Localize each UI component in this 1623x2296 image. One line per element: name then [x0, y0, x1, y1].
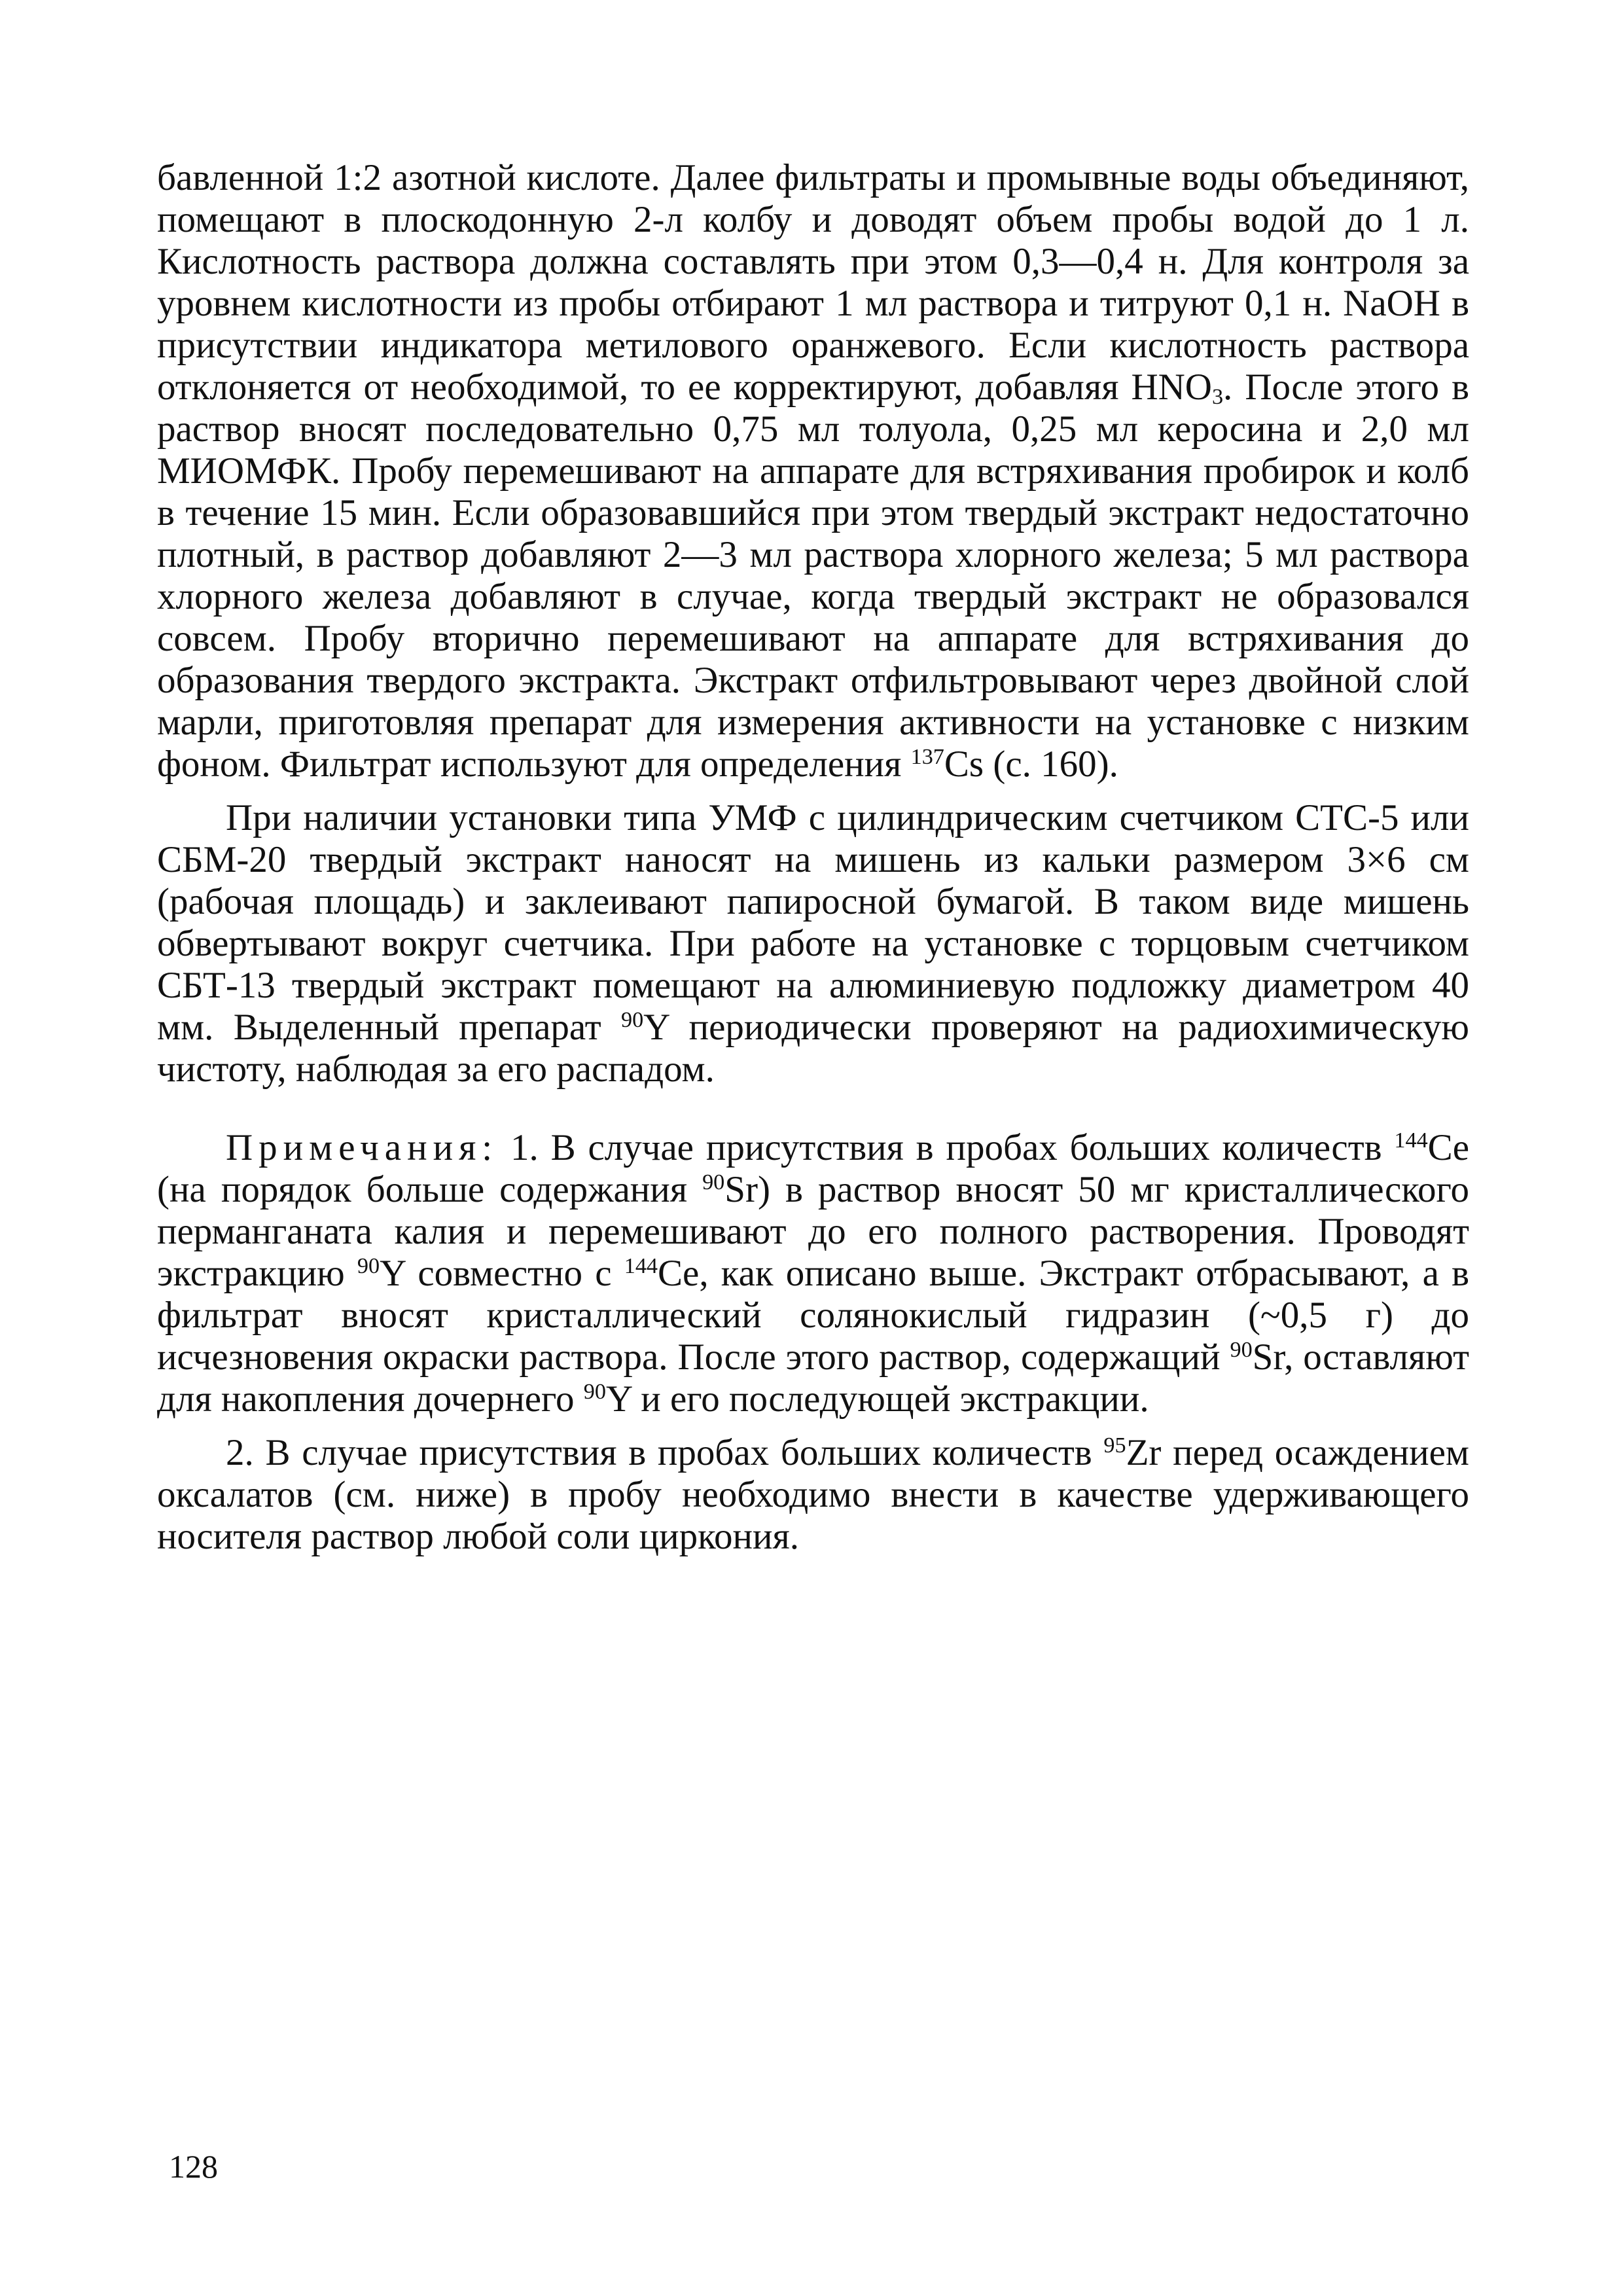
p3-text-3: Sr) в раствор вносят 50 мг кристаллического перманганата калия и перемешивают до его полного растворения. Проводят экстракцию: [157, 1169, 1470, 1294]
page-number: 128: [169, 2148, 218, 2185]
p3-sup-4: 144: [624, 1254, 658, 1279]
p1-subscript-3: 3: [1211, 384, 1224, 409]
p1-superscript-137: 137: [910, 745, 944, 770]
p3-text-6: Sr, оставляют для накопления дочернего: [157, 1336, 1470, 1420]
p3-text-2: Ce (на порядок больше содержания: [157, 1127, 1469, 1210]
p2-text-1: При наличии установки типа УМФ с цилиндрическим счетчиком СТС-5 или СБМ-20 твердый экстракт наносят на мишень из кальки размером 3×6 см (рабочая площадь) и заклеивают папиросной бумагой. В таком виде мишень обвертывают вокруг счетчика. При работе на установке с торцовым счетчиком СБТ-13 твердый экстракт помещают на алюминиевую подложку диаметром 40 мм. Выделенный препарат: [157, 797, 1469, 1048]
p1-text-1: бавленной 1:2 азотной кислоте. Далее фильтраты и промывные воды объединяют, помещают в плоскодонную 2-л колбу и доводят объем пробы водой до 1 л. Кислотность раствора должна составлять при этом 0,3—0,4 н. Для контроля за уровнем кислотности из пробы отбирают 1 мл раствора и титруют 0,1 н. NaOH в присутствии индикатора метилового оранжевого. Если кислотность раствора отклоняется от необходимой, то ее корректируют, добавляя HNO: [157, 157, 1469, 408]
paragraph-notes-2: [157, 1432, 1469, 1558]
p3-sup-6: 90: [583, 1380, 606, 1405]
p3-sup-5: 90: [1230, 1338, 1253, 1363]
p4-text-2: Zr перед осаждением оксалатов (см. ниже) в пробу необходимо внести в качестве удерживающего носителя раствор любой соли циркония.: [157, 1432, 1469, 1557]
p3-sup-2: 90: [702, 1170, 725, 1195]
p2-superscript-90: 90: [620, 1008, 644, 1033]
p2-text-2: Y периодически проверяют на радиохимическую чистоту, наблюдая за его распадом.: [157, 1007, 1469, 1090]
p4-text-1: 2. В случае присутствия в пробах больших количеств: [226, 1432, 1104, 1473]
paragraph-continuation: [157, 157, 1469, 785]
p3-text-4: Y совместно с: [380, 1253, 624, 1294]
p1-text-3: Cs (с. 160).: [944, 744, 1118, 785]
p3-text-5: Ce, как описано выше. Экстракт отбрасывают, а в фильтрат вносят кристаллический солянокислый гидразин (~0,5 г) до исчезновения окраски раствора. После этого раствор, содержащий: [157, 1253, 1469, 1378]
paragraph-umf-setup: [157, 797, 1469, 1090]
p3-sup-1: 144: [1394, 1128, 1428, 1153]
p1-text-2: . После этого в раствор вносят последовательно 0,75 мл толуола, 0,25 мл керосина и 2,0 мл МИОМФК. Пробу перемешивают на аппарате для встряхивания пробирок и колб в течение 15 мин. Если образовавшийся при этом твердый экстракт недостаточно плотный, в раствор добавляют 2—3 мл раствора хлорного железа; 5 мл раствора хлорного железа добавляют в случае, когда твердый экстракт не образовался совсем. Пробу вторично перемешивают на аппарате для встряхивания до образования твердого экстракта. Экстракт отфильтровывают через двойной слой марли, приготовляя препарат для измерения активности на установке с низким фоном. Фильтрат используют для определения: [157, 367, 1470, 785]
paragraph-notes-1: [157, 1127, 1469, 1420]
notes-heading: Примечания:: [226, 1127, 499, 1168]
p3-text-1: 1. В случае присутствия в пробах больших количеств: [498, 1127, 1395, 1168]
document-page: [157, 157, 1469, 2225]
p3-text-7: Y и его последующей экстракции.: [605, 1378, 1149, 1420]
p4-sup-1: 95: [1103, 1433, 1126, 1458]
p3-sup-3: 90: [357, 1254, 380, 1279]
